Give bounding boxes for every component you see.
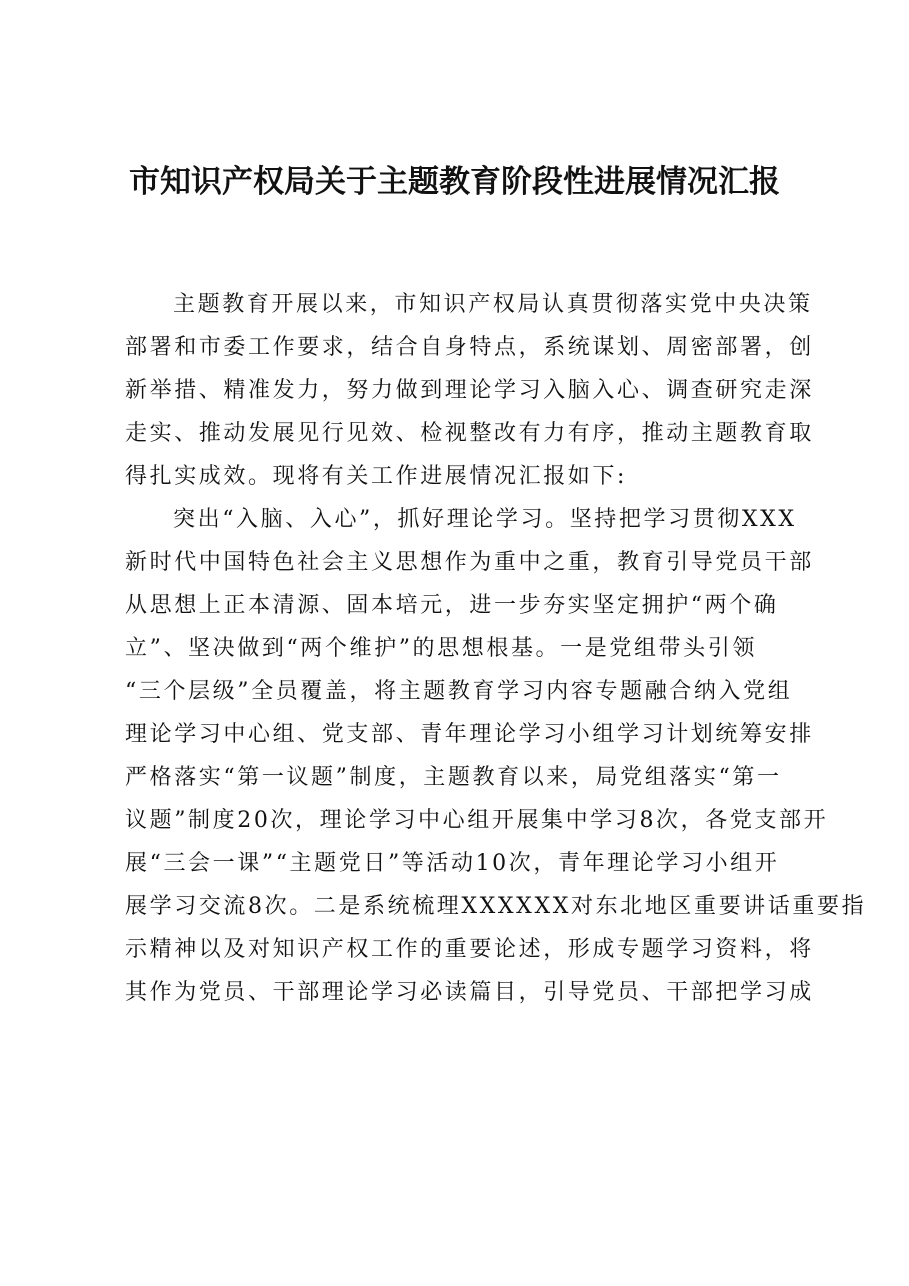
- paragraph-2-line-3: 从思想上正本清源、固本培元，进一步夯实坚定拥护“两个确: [125, 593, 779, 618]
- paragraph-1-line-1: 主题教育开展以来，市知识产权局认真贯彻落实党中央决策: [173, 292, 813, 317]
- paragraph-2-line-1: 突出“入脑、入心”，抓好理论学习。坚持把学习贯彻XXX: [173, 507, 797, 532]
- paragraph-2-line-2: 新时代中国特色社会主义思想作为重中之重，教育引导党员干部: [125, 550, 814, 575]
- paragraph-2-line-4: 立”、坚决做到“两个维护”的思想根基。一是党组带头引领: [125, 636, 757, 661]
- paragraph-2-line-11: 示精神以及对知识产权工作的重要论述，形成专题学习资料，将: [125, 937, 814, 962]
- paragraph-2-line-12: 其作为党员、干部理论学习必读篇目，引导党员、干部把学习成: [125, 980, 814, 1005]
- document-title: 市知识产权局关于主题教育阶段性进展情况汇报: [129, 164, 780, 200]
- paragraph-2-line-5: “三个层级”全员覆盖，将主题教育学习内容专题融合纳入党组: [125, 679, 793, 704]
- document-body: [125, 283, 867, 1014]
- paragraph-1-line-3: 新举措、精准发力，努力做到理论学习入脑入心、调查研究走深: [125, 378, 814, 403]
- paragraph-1-line-5: 得扎实成效。现将有关工作进展情况汇报如下:: [125, 464, 628, 489]
- paragraph-1-line-2: 部署和市委工作要求，结合自身特点，系统谋划、周密部署，创: [125, 335, 814, 360]
- paragraph-1-line-4: 走实、推动发展见行见效、检视整改有力有序，推动主题教育取: [125, 421, 814, 446]
- paragraph-2-line-6: 理论学习中心组、党支部、青年理论学习小组学习计划统筹安排: [125, 722, 814, 747]
- paragraph-2-line-8: 议题”制度20次，理论学习中心组开展集中学习8次，各党支部开: [125, 808, 829, 833]
- paragraph-2-line-10: 展学习交流8次。二是系统梳理XXXXXX对东北地区重要讲话重要指: [125, 894, 867, 919]
- paragraph-2-line-7: 严格落实“第一议题”制度，主题教育以来，局党组落实“第一: [125, 765, 782, 790]
- paragraph-2-line-9: 展“三会一课”“主题党日”等活动10次，青年理论学习小组开: [125, 851, 780, 876]
